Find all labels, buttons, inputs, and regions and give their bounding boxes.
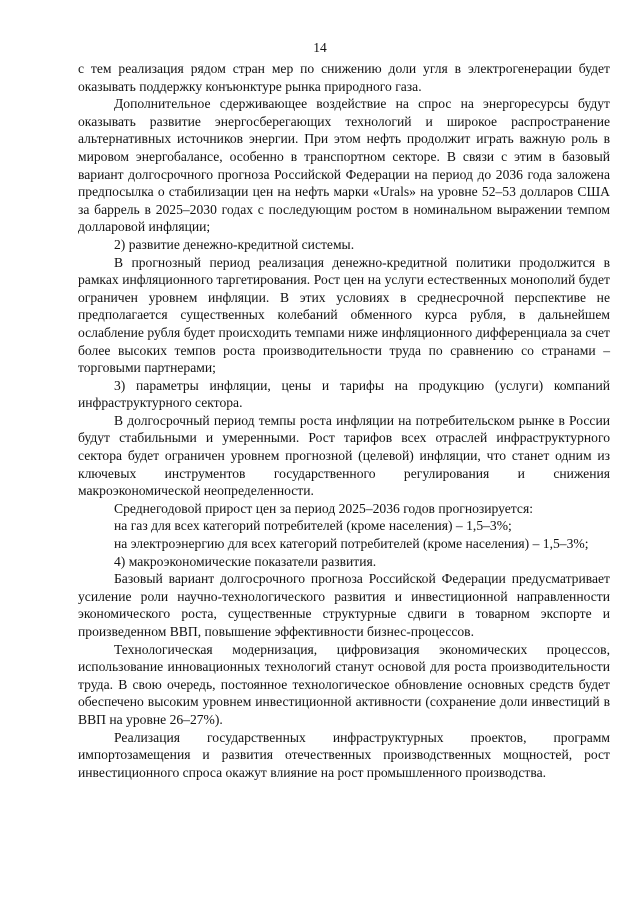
paragraph-item-4-macro-indicators: 4) макроэкономические показатели развития. [114, 553, 377, 569]
paragraph-energy-demand-oil-prices: Дополнительное сдерживающее воздействие на спрос на энергоресурсы будут оказывать развитие энергосберегающих технологий и широкое распространение альтернативных источников энергии. При этом нефть продолжит играть важную роль в мировом энергобалансе, особенно в транспортном секторе. В связи с этим в базовый вариант долгосрочного прогноза Российской Федерации на период до 2036 года заложена предпосылка о стабилизации цен на нефть марки «Urals» на уровне 52–53 долларов США за баррель в 2025–2030 годах с последующим ростом в номинальном выражении темпом долларовой инфляции; [78, 96, 610, 235]
paragraph-item-3-inflation-tariffs: 3) параметры инфляции, цены и тарифы на продукцию (услуги) компаний инфраструктурного сектора. [78, 377, 610, 411]
paragraph-electricity-price-growth: на электроэнергию для всех категорий потребителей (кроме населения) – 1,5–3%; [114, 536, 589, 552]
paragraph-infrastructure-projects: Реализация государственных инфраструктурных проектов, программ импортозамещения и развития отечественных производственных мощностей, рост инвестиционного спроса окажут влияние на рост промышленного производства. [78, 729, 610, 780]
paragraph-item-2-monetary-system: 2) развитие денежно-кредитной системы. [114, 236, 355, 252]
page-number: 14 [313, 40, 327, 55]
paragraph-long-term-inflation: В долгосрочный период темпы роста инфляции на потребительском рынке в России будут стабильными и умеренными. Рост тарифов всех отраслей инфраструктурного сектора будет ограничен уровнем прогнозной (целевой) инфляции, что станет одним из ключевых инструментов государственного регулирования и снижения макроэкономической неопределенности. [78, 412, 610, 499]
paragraph-average-price-growth: Среднегодовой прирост цен за период 2025–2036 годов прогнозируется: [114, 500, 533, 516]
paragraph-base-scenario: Базовый вариант долгосрочного прогноза Российской Федерации предусматривает усиление роли научно-технологического развития и инвестиционной направленности экономического роста, существенные структурные сдвиги в товарном экспорте и произведенном ВВП, повышение эффективности бизнес-процессов. [78, 571, 610, 639]
paragraph-monetary-policy: В прогнозный период реализация денежно-кредитной политики продолжится в рамках инфляционного таргетирования. Рост цен на услуги естественных монополий будет ограничен уровнем инфляции. В этих условиях в среднесрочной перспективе не предполагается существенных колебаний обменного курса рубля, в дальнейшем ослабление рубля будет происходить темпами ниже инфляционного дифференциала за счет более высоких темпов роста производительности труда по сравнению со странами – торговыми партнерами; [78, 254, 610, 376]
paragraph-gas-price-growth: на газ для всех категорий потребителей (кроме населения) – 1,5–3%; [114, 518, 512, 534]
paragraph-technological-modernization: Технологическая модернизация, цифровизация экономических процессов, использование инновационных технологий станут основой для роста производительности труда. В свою очередь, постоянное технологическое обновление основных средств будет обеспечено высоким уровнем инвестиционной активности (сохранение доли инвестиций в ВВП на уровне 26–27%). [78, 641, 610, 727]
paragraph-gas-market-continuation: с тем реализация рядом стран мер по снижению доли угля в электрогенерации будет оказывать поддержку конъюнктуре рынка природного газа. [78, 61, 610, 94]
document-body [78, 60, 610, 781]
